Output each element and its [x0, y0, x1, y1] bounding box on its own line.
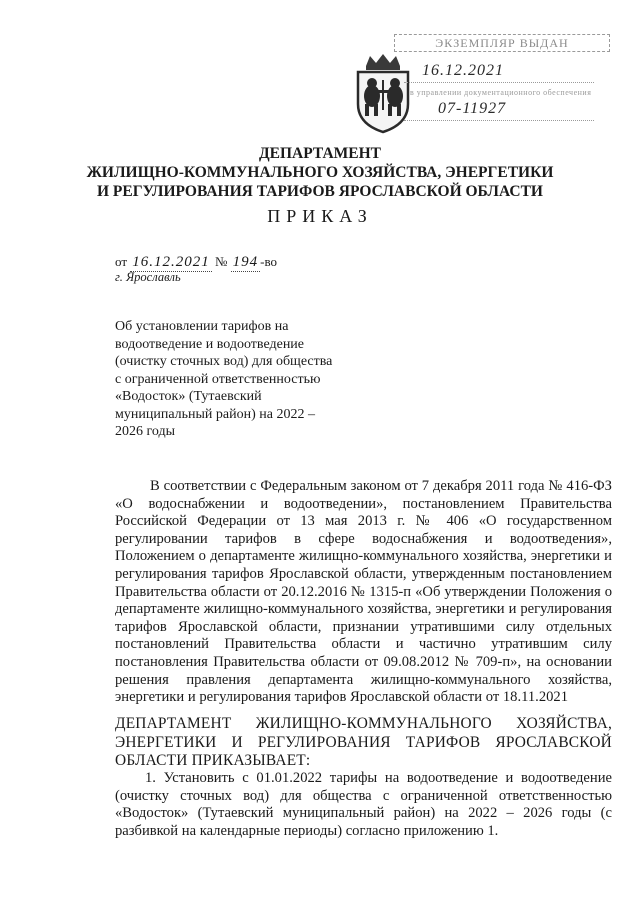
department-title: ДЕПАРТАМЕНТ [258, 145, 382, 162]
order-city: г. Ярославль [115, 270, 181, 284]
order-number: 194 [232, 254, 259, 270]
department-name-line-2: ЖИЛИЩНО-КОММУНАЛЬНОГО ХОЗЯЙСТВА, ЭНЕРГЕТИКИ [86, 164, 554, 181]
order-subject: Об установлении тарифов на водоотведение и водоотведение (очистку сточных вод) для общества с ограниченной ответственностью «Водосток» (Тутаевский муниципальный район) на 2022 – 2026 годы [115, 319, 333, 439]
stamp-caption: в управлении документационного обеспечения [410, 88, 592, 97]
order-date: 16.12.2021 [132, 254, 210, 270]
preamble-paragraph: В соответствии с Федеральным законом от 7 декабря 2011 года № 416-ФЗ «О водоснабжении и водоотведении», постановлением Правительства Российской Федерации от 13 мая 2013 г. № 406 «О государственном регулировании тарифов в сфере водоснабжения и водоотведения», Положением о департаменте жилищно-коммунального хозяйства, энергетики и регулирования тарифов Ярославской области, утвержденным постановлением Правительства области от 20.12.2016 № 1315-п «Об утверждении Положения о департаменте жилищно-коммунального хозяйства, энергетики и регулирования тарифов Ярославской области, признании утратившими силу отдельных постановлений Правительства области и частично утратившим силу постановления Правительства области от 09.08.2012 № 709-п», на основании решения правления департамента жилищно-коммунального хозяйства, энергетики и регулирования тарифов Ярославской области от 18.11.2021 [115, 478, 612, 706]
date-prefix: от [115, 254, 128, 269]
stamp-rule [404, 82, 594, 83]
orders-clause: ДЕПАРТАМЕНТ ЖИЛИЩНО-КОММУНАЛЬНОГО ХОЗЯЙСТВА, ЭНЕРГЕТИКИ И РЕГУЛИРОВАНИЯ ТАРИФОВ ЯРОСЛАВСКОЙ ОБЛАСТИ ПРИКАЗЫВАЕТ: [115, 715, 612, 769]
department-name-line-3: И РЕГУЛИРОВАНИЯ ТАРИФОВ ЯРОСЛАВСКОЙ ОБЛАСТИ [97, 183, 543, 200]
number-suffix: -во [260, 254, 278, 269]
registration-stamp [394, 34, 608, 124]
stamp-number: 07-11927 [438, 100, 507, 117]
number-sign: № [215, 254, 228, 269]
stamp-rule [404, 120, 594, 121]
document-type: ПРИКАЗ [267, 206, 373, 226]
order-item-1: 1. Установить с 01.01.2022 тарифы на водоотведение и водоотведение (очистку сточных вод) для общества с ограниченной ответственностью «Водосток» (Тутаевский муниципальный район) на 2022 – 2026 годы (с разбивкой на календарные периоды) согласно приложению 1. [115, 770, 612, 839]
stamp-title: ЭКЗЕМПЛЯР ВЫДАН [394, 34, 610, 52]
stamp-date: 16.12.2021 [422, 62, 504, 79]
